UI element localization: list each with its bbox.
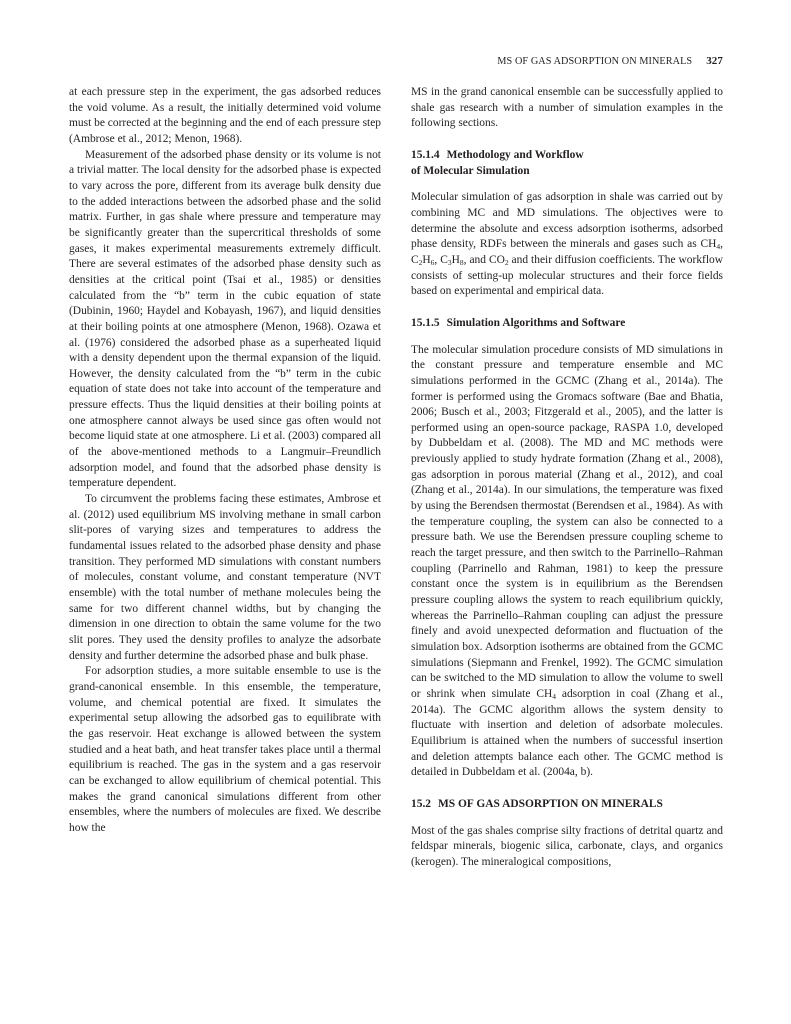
section-heading-15-2 [411,797,723,813]
section-number: 15.1.4 [411,148,440,161]
section-title: Simulation Algorithms and Software [446,316,626,329]
left-column [69,85,381,837]
running-head [497,55,723,67]
section-title-continued: of Molecular Simulation [411,164,530,177]
section-heading-15-1-4 [411,148,723,179]
page-number: 327 [706,55,723,67]
section-number: 15.2 [411,797,432,810]
section-title: Methodology and Workflow [446,148,584,161]
paragraph: Measurement of the adsorbed phase density or its volume is not a trivial matter. The local density for the adsorbed phase is expected to vary across the pore, different from its average bulk density due to the added interactions between the adsorbed phase and the solid matrix. Further, in gas shale where pressure and temperature may be significantly greater than the supercritical thresholds of some gases, it makes experimental measurements extremely difficult. There are several estimates of the adsorbed phase density such as densities at the critical point (Tsai et al., 1985) or densities calculated from the “b” term in the cubic equation of state (Dubinin, 1960; Haydel and Kobayash, 1967), and liquid densities at their boiling points at one atmosphere (Menon, 1968). Ozawa et al. (1976) considered the adsorbed phase as a superheated liquid with a density dependent upon the thermal expansion of the liquid. However, the density calculated from the “b” term in the cubic equation of state does not take into account of the temperature and pressure effects. Thus the liquid densities at their boiling points at one atmosphere cannot always be used since gas often would not become liquid state at one atmosphere. Li et al. (2003) compared all of the above-mentioned methods to a Langmuir–Freundlich adsorption model, and found that the adsorbed phase density is temperature dependent. [69,148,381,490]
paragraph: For adsorption studies, a more suitable ensemble to use is the grand-canonical ensemble. In this ensemble, the temperature, volume, and chemical potential are fixed. It simulates the experimental setup allowing the adsorbed gas to equilibrate with the gas reservoir. Heat exchange is allowed between the system studied and a heat bath, and heat transfer takes place until a thermal equilibrium is reached. The gas in the system and a gas reservoir can be exchanged to allow equilibrium of chemical potential. This makes the grand canonical simulations different from other ensembles, where the numbers of molecules are fixed. We describe how the [69,665,381,834]
paragraph: The molecular simulation procedure consists of MD simulations in the constant pressure and temperature ensemble and MC simulations performed in the GCMC (Zhang et al., 2014a). The former is performed using the Gromacs software (Bae and Bhatia, 2006; Busch et al., 2003; Fitzgerald et al., 2005), and the latter is performed using an open-source package, RASPA 1.0, developed by Dubbeldam et al. (2008). The MD and MC methods were previously applied to study hydrate formation (Zhang et al., 2008), gas adsorption in porous material (Zhang et al., 2012), and coal (Zhang et al., 2014a). In our simulations, the temperature was fixed by using the Berendsen thermostat (Berendsen et al., 1984). As with the temperature coupling, the system can also be connected to a pressure bath. We use the Berendsen pressure coupling scheme to reach the target pressure, and then switch to the Parrinello–Rahman coupling (Parrinello and Rahman, 1981) to keep the pressure constant once the system is in equilibrium as the Berendsen pressure coupling allows the system to reach equilibrium quickly, whereas the Parrinello–Rahman coupling can adjust the pressure finely and avoid unexpected deformation and fluctuation of the simulation box. Adsorption isotherms are obtained from the GCMC simulations (Siepmann and Frenkel, 1992). The GCMC simulation can be switched to the MD simulation to allow the volume to swell or shrink when simulate $CH_4$ adsorption in coal (Zhang et al., 2014a). The GCMC algorithm allows the system density to fluctuate with insertion and deletion of adsorbate molecules. Equilibrium is attained when the numbers of successful insertion and deletion attempts balance each other. The GCMC method is detailed in Dubbeldam et al. (2004a, b). [411,343,723,779]
paragraph: MS in the grand canonical ensemble can be successfully applied to shale gas research with a number of simulation examples in the following sections. [411,86,723,130]
section-number: 15.1.5 [411,316,440,329]
paragraph: at each pressure step in the experiment, the gas adsorbed reduces the void volume. As a result, the initially determined void volume must be corrected at the beginning and the end of each pressure step (Ambrose et al., 2012; Menon, 1968). [69,86,381,145]
paragraph: Molecular simulation of gas adsorption in shale was carried out by combining MC and MD simulations. The objectives were to determine the absolute and excess adsorption isotherms, adsorbed phase density, RDFs between the minerals and gases such as $CH_4$, $C_2H_6$, $C_3H_8$, and $CO_2$ and their diffusion coefficients. The workflow consists of setting-up molecular structures and their force fields based on experimental and empirical data. [411,191,724,298]
paragraph: Most of the gas shales comprise silty fractions of detrital quartz and feldspar minerals, biogenic silica, carbonate, clays, and organics (kerogen). The mineralogical compositions, [411,824,723,868]
section-heading-15-1-5 [411,316,723,332]
running-head-title: MS OF GAS ADSORPTION ON MINERALS [497,56,693,67]
paragraph: To circumvent the problems facing these estimates, Ambrose et al. (2012) used equilibrium MS involving methane in small carbon slit-pores of varying sizes and temperatures to address the fundamental issues related to the adsorbed phase density and phase transition. They performed MD simulations with constant numbers of molecules, constant volume, and constant temperature (NVT ensemble) with the total number of methane molecules being the same for two different channel widths, but by changing the dimension in one direction to obtain the same volume for the two slit pores. They used the density profiles to analyze the adsorbate density and further determine the adsorbed phase and bulk phase. [69,493,381,662]
right-column [411,85,723,871]
section-title: MS OF GAS ADSORPTION ON MINERALS [438,797,663,810]
